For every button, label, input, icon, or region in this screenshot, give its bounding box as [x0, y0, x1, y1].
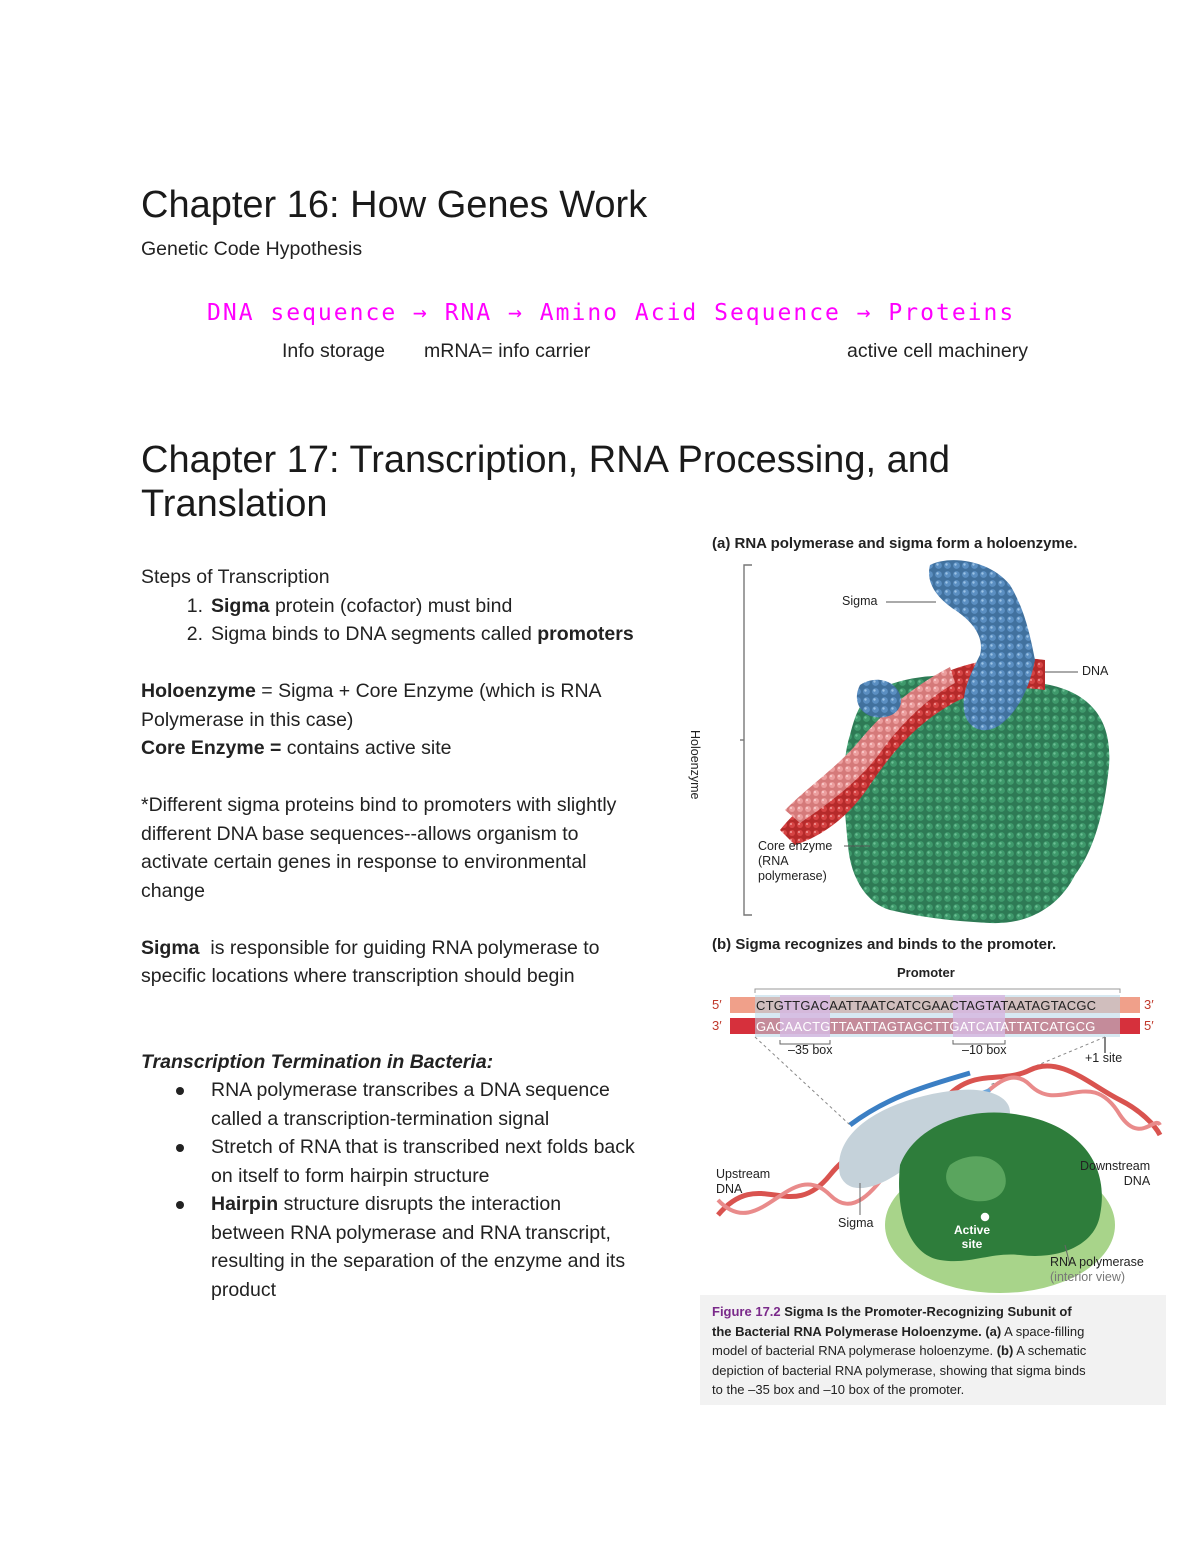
chapter16-subtitle: Genetic Code Hypothesis — [141, 238, 363, 260]
bullet-dot — [176, 1087, 184, 1095]
label-3prime-bottom: 3′ — [712, 1018, 722, 1033]
core-enzyme-definition — [141, 734, 701, 763]
step-text: protein (cofactor) must bind — [269, 594, 513, 617]
step-bold: promoters — [537, 623, 634, 645]
label-core-line2: (RNA — [758, 854, 789, 868]
strand-top-sequence: CTGTTGACAATTAATCATCGAACTAGTATAATAGTACGC — [756, 998, 1097, 1013]
step-number: 2. — [186, 623, 203, 645]
step-bold: Sigma — [211, 594, 270, 617]
label-promoter: Promoter — [897, 965, 955, 980]
caption-line3: model of bacterial RNA polymerase holoenzyme. — [712, 1343, 994, 1358]
holoenzyme-def-line1: = Sigma + Core Enzyme (which is RNA — [255, 680, 602, 702]
sigma-role-term: Sigma — [141, 936, 200, 959]
caption-a-marker: (a) — [981, 1323, 1002, 1339]
bullet-line: on itself to form hairpin structure — [211, 1164, 490, 1187]
label-upstream-line2: DNA — [716, 1182, 743, 1196]
steps-list — [141, 592, 701, 649]
termination-bullet — [141, 1076, 701, 1133]
label-box35: –35 box — [788, 1043, 833, 1057]
chapter17-title-line1: Chapter 17: Transcription, RNA Processing, and — [141, 439, 950, 481]
caption-a-text: A space-filling — [1001, 1323, 1085, 1339]
step-number: 1. — [186, 594, 203, 617]
bullet-text: structure disrupts the interaction — [278, 1193, 562, 1215]
step-text: Sigma binds to DNA segments called — [211, 623, 538, 645]
sigma-note-line: different DNA base sequences--allows organism to — [141, 822, 579, 845]
label-rnap-line2: (interior view) — [1050, 1270, 1126, 1284]
label-rnap — [1050, 1255, 1144, 1285]
note-machinery: active cell machinery — [847, 340, 1028, 362]
label-downstream — [1080, 1159, 1150, 1189]
note-info-storage: Info storage — [282, 340, 385, 362]
sigma-role-line1: is responsible for guiding RNA polymerase to — [199, 936, 600, 959]
bullet-line: called a transcription-termination signal — [211, 1107, 550, 1130]
holoenzyme-def-line2: Polymerase in this case) — [141, 708, 354, 731]
sigma-role-line2: specific locations where transcription should begin — [141, 965, 575, 987]
label-upstream-line1: Upstream — [716, 1167, 771, 1181]
chapter17-notes — [141, 563, 701, 1304]
panel-a-title: (a) RNA polymerase and sigma form a holoenzyme. — [712, 535, 1078, 552]
sigma-note-line: change — [141, 879, 205, 902]
steps-heading: Steps of Transcription — [141, 566, 330, 588]
bullet-line: Stretch of RNA that is transcribed next folds back — [211, 1136, 635, 1158]
chapter17-title-line2: Translation — [141, 483, 328, 525]
sigma-note-line: activate certain genes in response to environmental — [141, 851, 587, 873]
label-5prime-top: 5′ — [712, 997, 722, 1012]
bullet-line: RNA polymerase transcribes a DNA sequence — [211, 1079, 610, 1101]
caption-title2: the Bacterial RNA Polymerase Holoenzyme. — [712, 1323, 982, 1339]
note-mrna: mRNA= info carrier — [424, 340, 591, 362]
bullet-line: product — [211, 1278, 277, 1301]
termination-list — [141, 1076, 701, 1304]
chapter16-title: Chapter 16: How Genes Work — [141, 184, 648, 226]
panel-b-title: (b) Sigma recognizes and binds to the promoter. — [712, 936, 1057, 953]
label-sigma-b: Sigma — [838, 1216, 874, 1230]
label-downstream-line1: Downstream — [1080, 1159, 1151, 1173]
core-enzyme-def: contains active site — [281, 737, 452, 759]
step-item — [141, 620, 701, 649]
bullet-line — [211, 1190, 701, 1219]
strand-bottom-sequence: GACAACTGTTAATTAGTAGCTTGATCATATTATCATGCG — [756, 1019, 1096, 1034]
central-dogma-flow: DNA sequence → RNA → Amino Acid Sequence → Proteins — [207, 300, 1016, 326]
active-site-dot — [980, 1212, 990, 1222]
sigma-note-line: *Different sigma proteins bind to promoters with slightly — [141, 794, 617, 816]
caption-line5: to the –35 box and –10 box of the promoter. — [712, 1382, 965, 1397]
termination-heading: Transcription Termination in Bacteria: — [141, 1050, 494, 1073]
label-downstream-line2: DNA — [1123, 1174, 1151, 1188]
bullet-line: resulting in the separation of the enzyme and its — [211, 1250, 626, 1272]
bullet-dot — [176, 1144, 184, 1152]
label-3prime-top: 3′ — [1144, 997, 1154, 1012]
holoenzyme-definition — [141, 677, 701, 706]
label-dna: DNA — [1082, 664, 1109, 678]
label-rnap-line1: RNA polymerase — [1050, 1255, 1144, 1269]
bullet-dot — [176, 1201, 184, 1209]
caption-b-text: A schematic — [1013, 1343, 1087, 1358]
caption-figure-number: Figure 17.2 — [712, 1304, 781, 1319]
caption-b-marker: (b) — [993, 1343, 1014, 1358]
termination-bullet — [141, 1190, 701, 1304]
label-active-site — [954, 1223, 990, 1251]
label-active-line1: Active — [954, 1223, 991, 1237]
termination-bullet — [141, 1133, 701, 1190]
label-core-enzyme — [758, 839, 832, 884]
label-sigma: Sigma — [842, 594, 878, 608]
label-upstream — [716, 1167, 770, 1197]
core-enzyme-term: Core Enzyme = — [141, 737, 282, 759]
label-5prime-bottom: 5′ — [1144, 1018, 1154, 1033]
hairpin-term: Hairpin — [211, 1193, 279, 1215]
label-box10: –10 box — [962, 1043, 1007, 1057]
label-core-line3: polymerase) — [758, 869, 827, 883]
label-plus1: +1 site — [1085, 1051, 1123, 1065]
bullet-line: between RNA polymerase and RNA transcript, — [211, 1221, 611, 1244]
step-item — [141, 592, 701, 621]
figure-caption — [712, 1302, 1162, 1400]
sigma-role — [141, 934, 701, 963]
label-active-line2: site — [961, 1237, 983, 1251]
caption-line4: depiction of bacterial RNA polymerase, showing that sigma binds — [712, 1362, 1086, 1378]
caption-title1: Sigma Is the Promoter-Recognizing Subunit of — [780, 1304, 1072, 1319]
figure-17-2 — [688, 525, 1166, 1405]
holoenzyme-term: Holoenzyme — [141, 680, 256, 702]
label-holoenzyme: Holoenzyme — [688, 730, 702, 800]
label-core-line1: Core enzyme — [758, 839, 833, 853]
